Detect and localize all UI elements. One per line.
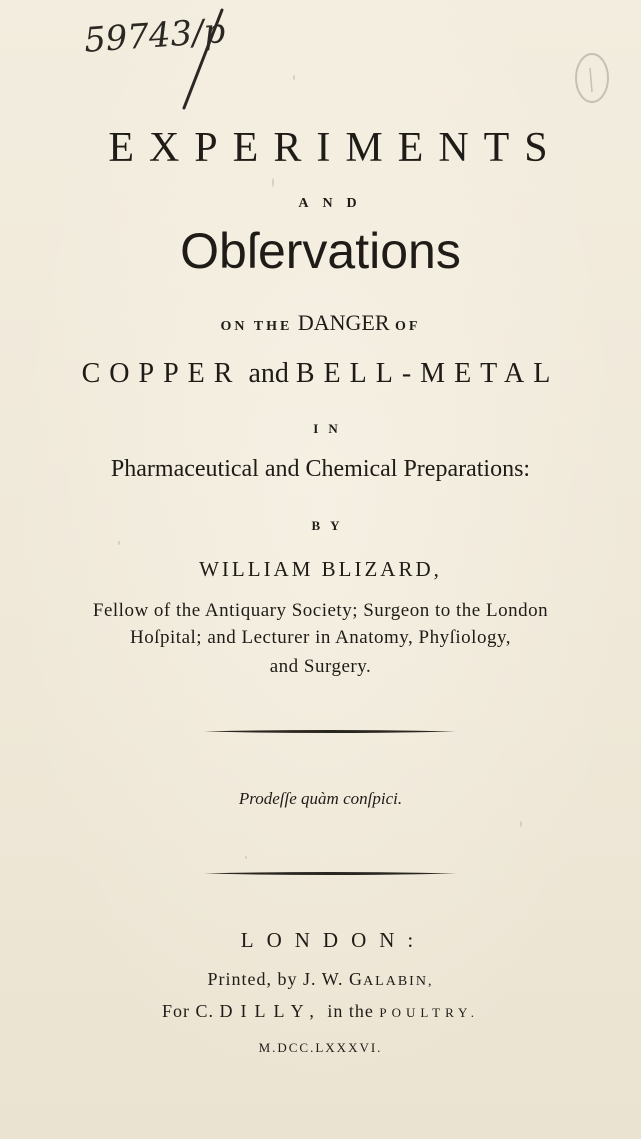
preparations-line: Pharmaceutical and Chemical Preparations:: [110, 456, 531, 482]
in-the-label: in the: [327, 1001, 374, 1021]
manuscript-shelfmark: [84, 6, 254, 116]
conjunction-and: AND: [298, 196, 371, 211]
author-description-line: and Surgery.: [269, 656, 372, 677]
imprint-date: M.DCC.LXXXVI.: [258, 1040, 383, 1055]
printer-prefix: Printed, by J. W. G: [207, 969, 364, 989]
danger-word: DANGER: [297, 310, 390, 335]
author-description-line: Fellow of the Antiquary Society; Surgeon to the London: [92, 600, 549, 621]
and-lower-word: and: [248, 358, 289, 389]
bookseller-name: DILLY,: [219, 1001, 322, 1021]
page-title: EXPERIMENTS: [108, 125, 563, 171]
paper-speck: [293, 75, 295, 80]
on-the-label: ON THE: [220, 319, 293, 334]
of-label: OF: [395, 319, 421, 334]
in-word: IN: [313, 421, 348, 436]
author-name: WILLIAM BLIZARD,: [199, 557, 442, 581]
paper-speck: [118, 541, 120, 545]
paper-speck: [245, 856, 247, 859]
for-prefix: For C.: [161, 1001, 214, 1021]
author-description-line: Hoſpital; and Lecturer in Anatomy, Phyſiology,: [130, 627, 511, 648]
subject-line: [0, 310, 641, 336]
manuscript-stroke-icon: [84, 6, 254, 116]
divider-rule: [204, 871, 456, 876]
motto: Prodeſſe quàm conſpici.: [238, 789, 403, 808]
copper-word: COPPER: [81, 358, 242, 389]
subtitle: Obſervations: [180, 223, 461, 279]
divider-rule: [204, 729, 456, 734]
metals-line: [0, 358, 641, 390]
printer-name-rest: ALABIN,: [363, 974, 434, 989]
by-word: BY: [311, 518, 350, 533]
street-name: POULTRY.: [379, 1005, 479, 1020]
imprint-city: LONDON:: [240, 928, 427, 952]
bell-metal-word: BELL-METAL: [295, 358, 560, 389]
imprint-printer: [0, 969, 641, 990]
manuscript-note: 59743/p: [82, 11, 227, 61]
paper-speck: [520, 821, 522, 827]
imprint-bookseller: [0, 1001, 641, 1022]
paper-speck: [272, 178, 274, 187]
library-stamp-icon: [562, 40, 622, 110]
